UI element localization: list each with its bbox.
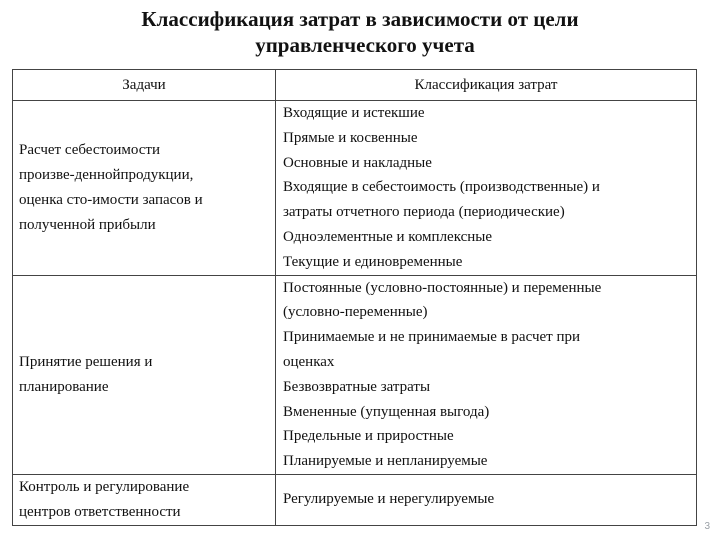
classification-item: Текущие и единовременные: [283, 253, 463, 270]
task-cell: [13, 474, 276, 525]
classification-item: Регулируемые и нерегулируемые: [283, 491, 495, 508]
classification-item: Входящие в себестоимость (производственные) и: [283, 179, 600, 196]
classification-item: Вмененные (упущенная выгода): [283, 403, 490, 420]
classification-cell: [276, 474, 697, 525]
task-line: произве-деннойпродукции,: [19, 166, 194, 183]
task-line: центров ответственности: [19, 503, 181, 520]
classification-item: оценках: [283, 353, 335, 370]
classification-item: Предельные и приростные: [283, 428, 454, 445]
task-line: Расчет себестоимости: [19, 142, 160, 159]
classification-item: Одноэлементные и комплексные: [283, 228, 493, 245]
classification-item: Входящие и истекшие: [283, 105, 425, 121]
header-tasks: Задачи: [13, 70, 276, 101]
title-line-2: управленческого учета: [255, 33, 475, 57]
classification-item: Постоянные (условно-постоянные) и переменные: [283, 279, 602, 296]
task-line: полученной прибыли: [19, 216, 156, 233]
classification-item: Прямые и косвенные: [283, 129, 418, 146]
table-row: [13, 275, 697, 474]
task-cell: [13, 101, 276, 276]
classification-cell: [276, 275, 697, 474]
classification-item: Безвозвратные затраты: [283, 378, 431, 395]
task-line: Принятие решения и: [19, 353, 153, 370]
task-line: оценка сто-имости запасов и: [19, 191, 203, 208]
task-cell: [13, 275, 276, 474]
classification-item: затраты отчетного периода (периодические): [283, 204, 565, 221]
page-number: 3: [704, 521, 710, 532]
task-line: планирование: [19, 378, 109, 395]
cost-classification-table: [12, 69, 697, 526]
classification-item: Основные и накладные: [283, 154, 432, 171]
table-row: [13, 474, 697, 525]
classification-item: Принимаемые и не принимаемые в расчет при: [283, 329, 581, 346]
classification-cell: [276, 101, 697, 276]
slide-title: [0, 6, 720, 58]
classification-item: Планируемые и непланируемые: [283, 453, 488, 470]
title-line-1: Классификация затрат в зависимости от цели: [141, 7, 579, 31]
classification-item: (условно-переменные): [283, 304, 428, 321]
task-line: Контроль и регулирование: [19, 478, 190, 495]
table-header-row: [13, 70, 697, 101]
table-row: [13, 101, 697, 276]
header-classification: Классификация затрат: [276, 70, 697, 101]
